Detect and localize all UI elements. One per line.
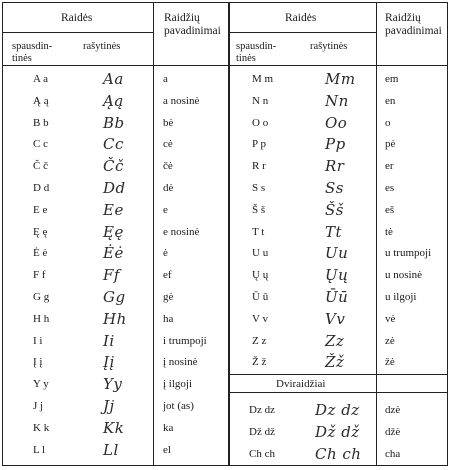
letter-name: u nosinė (385, 269, 422, 282)
header-raides-left: Raidės (61, 12, 93, 24)
script-letter: Įį (103, 353, 115, 372)
header-pavadinimai-right: Raidžių pavadinimai (385, 12, 442, 37)
print-letter: U u (252, 247, 269, 260)
digraph-script: Ch ch (315, 445, 362, 463)
letter-name: em (385, 73, 399, 85)
print-letter: J j (33, 400, 44, 412)
letter-name: er (385, 160, 394, 173)
letter-name: bė (163, 116, 174, 129)
print-letter: Š š (252, 203, 266, 216)
divider (3, 65, 447, 66)
letter-name: žė (385, 356, 395, 369)
letter-name: a nosinė (163, 94, 200, 107)
script-letter: Ss (325, 179, 344, 197)
digraph-print: Dz dz (249, 404, 275, 416)
letter-name: gė (163, 291, 174, 303)
script-letter: Čč (103, 157, 124, 176)
letter-name: į nosinė (163, 356, 198, 369)
digraph-script: Dž dž (315, 423, 360, 441)
script-letter: Ųų (325, 266, 349, 285)
letter-name: eš (385, 203, 395, 216)
header-spausdintines-right: spausdin- tinės (236, 41, 277, 64)
section-title-dviraidziai: Dviraidžiai (276, 378, 326, 390)
script-letter: Hh (103, 309, 127, 328)
print-letter: D d (33, 182, 50, 194)
letter-name: čė (163, 160, 173, 173)
divider (228, 3, 230, 465)
letter-name: jot (as) (163, 400, 194, 412)
script-letter: Zz (325, 331, 345, 350)
print-letter: I i (33, 334, 43, 347)
letter-name: ef (163, 269, 172, 282)
print-letter: Ū ū (252, 291, 269, 303)
letter-name: e (163, 203, 168, 216)
header-rasytines-right: rašytinės (310, 41, 348, 52)
print-letter: V v (252, 312, 268, 325)
divider (230, 32, 376, 33)
header-pavadinimai-left: Raidžių pavadinimai (164, 12, 221, 37)
letter-name: a (163, 73, 168, 85)
digraph-print: Dž dž (249, 426, 275, 438)
print-letter: M m (252, 73, 274, 85)
script-letter: Pp (325, 135, 346, 154)
print-letter: O o (252, 116, 269, 129)
print-letter: N n (252, 94, 269, 107)
letter-name: vė (385, 312, 396, 325)
digraph-print: Ch ch (249, 448, 275, 460)
print-letter: Ė ė (33, 247, 48, 260)
script-letter: Cc (103, 135, 124, 154)
print-letter: A a (33, 73, 48, 85)
print-letter: G g (33, 291, 50, 303)
print-letter: Č č (33, 160, 48, 173)
digraph-name: džė (385, 426, 401, 438)
letter-name: į ilgoji (163, 378, 193, 391)
letter-name: o (385, 116, 391, 129)
script-letter: Yy (103, 375, 123, 394)
print-letter: Į į (33, 356, 43, 369)
divider (153, 3, 154, 465)
letter-name: u ilgoji (385, 291, 417, 303)
divider (230, 374, 447, 375)
print-letter: Ę ę (33, 225, 48, 238)
digraph-name: cha (385, 448, 401, 460)
script-letter: Aa (103, 70, 124, 88)
letter-name: i trumpoji (163, 334, 207, 347)
script-letter: Vv (325, 309, 346, 328)
letter-name: es (385, 182, 395, 194)
print-letter: C c (33, 138, 48, 151)
script-letter: Bb (103, 113, 125, 132)
lithuanian-alphabet-table (2, 2, 448, 466)
script-letter: Uu (325, 244, 349, 263)
script-letter: Ėė (103, 244, 124, 263)
script-letter: Kk (103, 418, 125, 437)
script-letter: Ąą (103, 91, 124, 110)
script-letter: Ii (103, 331, 115, 350)
script-letter: Ūū (325, 288, 349, 306)
print-letter: K k (33, 421, 50, 434)
script-letter: Žž (325, 353, 345, 372)
print-letter: Ž ž (252, 356, 267, 369)
letter-name: ė (163, 247, 168, 260)
script-letter: Ll (103, 440, 119, 459)
print-letter: S s (252, 182, 266, 194)
script-letter: Ęę (103, 222, 124, 241)
print-letter: T t (252, 225, 265, 238)
letter-name: pė (385, 138, 396, 151)
digraph-script: Dz dz (315, 401, 360, 419)
header-rasytines-left: rašytinės (83, 41, 121, 52)
print-letter: B b (33, 116, 49, 129)
print-letter: Z z (252, 334, 267, 347)
script-letter: Mm (325, 70, 356, 88)
letter-name: el (163, 443, 171, 456)
divider (230, 392, 447, 393)
script-letter: Tt (325, 222, 343, 241)
print-letter: H h (33, 312, 50, 325)
script-letter: Rr (325, 157, 345, 176)
script-letter: Ee (103, 200, 124, 219)
print-letter: L l (33, 443, 46, 456)
header-spausdintines-left: spausdin- tinės (12, 41, 53, 64)
print-letter: P p (252, 138, 266, 151)
letter-name: e nosinė (163, 225, 200, 238)
script-letter: Gg (103, 288, 126, 306)
script-letter: Dd (103, 179, 126, 197)
divider (3, 32, 153, 33)
print-letter: Ą ą (33, 94, 49, 107)
script-letter: Jj (103, 397, 115, 415)
letter-name: ka (163, 421, 174, 434)
letter-name: tė (385, 225, 393, 238)
letter-name: cė (163, 138, 173, 151)
digraph-name: dzė (385, 404, 401, 416)
print-letter: R r (252, 160, 266, 173)
header-raides-right: Raidės (285, 12, 317, 24)
letter-name: dė (163, 182, 174, 194)
letter-name: ha (163, 312, 174, 325)
script-letter: Nn (325, 91, 349, 110)
print-letter: E e (33, 203, 48, 216)
script-letter: Oo (325, 113, 348, 132)
print-letter: Ų ų (252, 269, 269, 282)
letter-name: u trumpoji (385, 247, 432, 260)
letter-name: zė (385, 334, 395, 347)
script-letter: Šš (325, 200, 344, 219)
letter-name: en (385, 94, 396, 107)
divider (376, 3, 377, 465)
print-letter: F f (33, 269, 46, 282)
script-letter: Ff (103, 266, 120, 285)
print-letter: Y y (33, 378, 49, 391)
